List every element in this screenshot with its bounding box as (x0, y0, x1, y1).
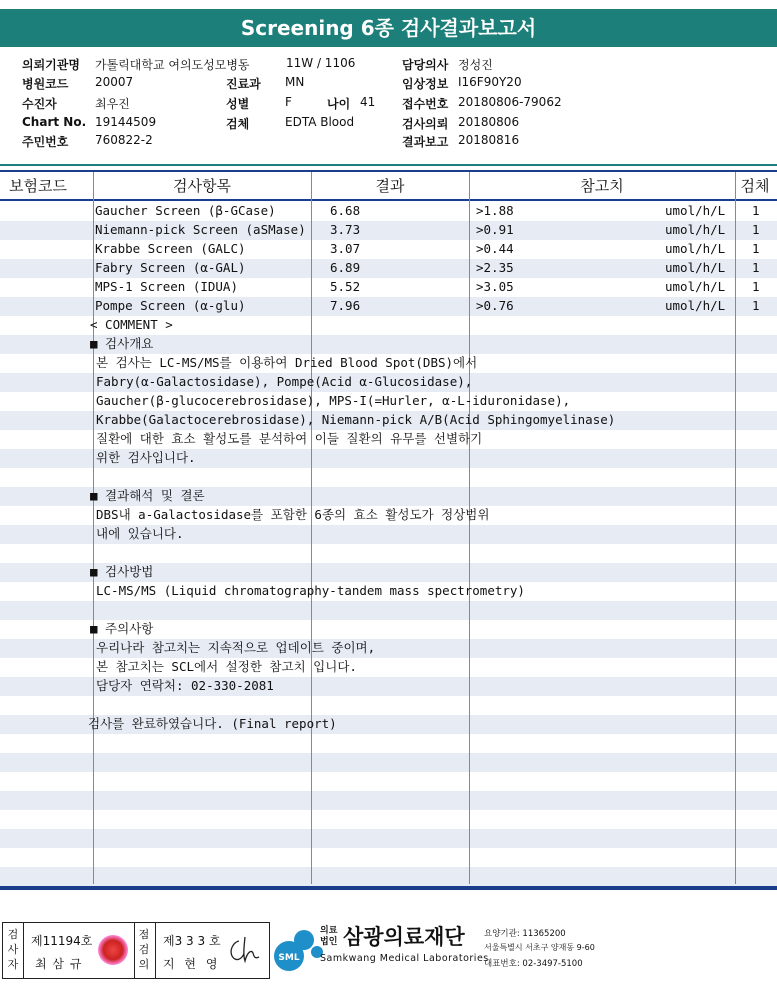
info-label: 진료과 (226, 77, 261, 91)
comment-line: 내에 있습니다. (96, 526, 184, 541)
info-value: 20180806 (458, 115, 520, 129)
comment-line: 위한 검사입니다. (96, 450, 196, 465)
signature-box (2, 922, 270, 979)
reference-value: >3.05 (476, 279, 514, 294)
specimen-count: 1 (752, 203, 760, 218)
comment-line: Gaucher(β-glucocerebrosidase), MPS-I(=Hurler, α-L-iduronidase), (96, 393, 571, 408)
reference-unit: umol/h/L (665, 222, 726, 237)
info-value: 20180806-79062 (458, 95, 562, 109)
info-label: 의뢰기관명 (22, 58, 80, 72)
specimen-count: 1 (752, 298, 760, 313)
info-label: 담당의사 (402, 58, 449, 72)
comment-line: 우리나라 참고치는 지속적으로 업데이트 중이며, (96, 640, 376, 655)
specimen-count: 1 (752, 260, 760, 275)
table-stripe (0, 810, 777, 829)
reference-value: >0.91 (476, 222, 514, 237)
info-value: EDTA Blood (285, 115, 355, 129)
table-stripe (0, 829, 777, 848)
table-header (0, 172, 777, 200)
header-reference: 참고치 (580, 177, 624, 195)
tester-seal-icon (98, 935, 128, 965)
result-value: 6.68 (330, 203, 361, 218)
comment-line: LC-MS/MS (Liquid chromatography-tandem mass spectrometry) (96, 583, 525, 598)
info-label: Chart No. (22, 115, 87, 129)
test-item: Gaucher Screen (β-GCase) (95, 203, 276, 218)
reference-value: >1.88 (476, 203, 514, 218)
info-value: 20007 (95, 75, 134, 89)
table-row (0, 296, 777, 315)
comment-line: 본 참고치는 SCL에서 설정한 참고치 입니다. (96, 659, 357, 674)
report-title: Screening 6종 검사결과보고서 (240, 16, 537, 40)
divider (0, 164, 777, 166)
info-value: 760822-2 (95, 133, 153, 147)
age-value: 41 (360, 95, 376, 109)
org-address: 서울특별시 서초구 양재동 9-60 (484, 943, 595, 952)
header-insurance-code: 보험코드 (9, 177, 67, 195)
reference-unit: umol/h/L (665, 279, 726, 294)
comment-line: 담당자 연락처: 02-330-2081 (96, 678, 274, 693)
info-label: 주민번호 (22, 135, 69, 149)
tester-name: 최 삼 규 (35, 957, 83, 971)
final-report-note: 검사를 완료하였습니다. (Final report) (88, 716, 337, 731)
info-value: F (285, 95, 292, 109)
test-item: Niemann-pick Screen (aSMase) (95, 222, 306, 237)
test-item: Pompe Screen (α-glu) (95, 298, 246, 313)
info-value: I16F90Y20 (458, 75, 522, 89)
reviewer-name: 지 현 영 (163, 957, 221, 971)
comment-line: 본 검사는 LC-MS/MS를 이용하여 Dried Blood Spot(DBS)에서 (96, 355, 478, 370)
table-row (0, 277, 777, 296)
info-label: 성별 (226, 97, 250, 111)
specimen-count: 1 (752, 279, 760, 294)
info-label: 수진자 (22, 97, 57, 111)
test-item: MPS-1 Screen (IDUA) (95, 279, 238, 294)
reference-value: >0.44 (476, 241, 514, 256)
result-value: 7.96 (330, 298, 361, 313)
test-item: Fabry Screen (α-GAL) (95, 260, 246, 275)
info-value: 최우진 (95, 97, 130, 111)
header-result: 결과 (375, 177, 405, 195)
comment-marker: < COMMENT > (90, 317, 173, 332)
reference-unit: umol/h/L (665, 203, 726, 218)
org-english-name: Samkwang Medical Laboratories (320, 953, 489, 964)
info-value: 20180816 (458, 133, 520, 147)
table-stripe (0, 734, 777, 753)
header-test-item: 검사항목 (173, 177, 231, 195)
reviewer-license: 제3 3 3 호 (163, 934, 221, 948)
result-value: 6.89 (330, 260, 361, 275)
info-value: 정성진 (458, 58, 493, 72)
reference-unit: umol/h/L (665, 260, 726, 275)
section-title: ■ 주의사항 (90, 621, 154, 636)
comment-line: Fabry(α-Galactosidase), Pompe(Acid α-Glucosidase), (96, 374, 473, 389)
report-header-bar (0, 9, 777, 47)
table-stripe (0, 753, 777, 772)
table-row (0, 239, 777, 258)
org-prefix-2: 법인 (320, 937, 338, 947)
org-prefix-1: 의료 (320, 926, 338, 936)
reviewer-label: 점검의 (138, 928, 150, 971)
info-label: 임상정보 (402, 77, 449, 91)
comment-line: 질환에 대한 효소 활성도를 분석하여 이들 질환의 유무를 선별하기 (96, 431, 483, 446)
org-name: 삼광의료재단 (343, 925, 465, 949)
result-value: 3.73 (330, 222, 361, 237)
table-stripe (0, 468, 777, 487)
org-code: 요양기관: 11365200 (484, 929, 566, 939)
table-row (0, 258, 777, 277)
result-value: 5.52 (330, 279, 361, 294)
table-stripe (0, 772, 777, 791)
logo-text: SML (278, 953, 300, 963)
specimen-count: 1 (752, 222, 760, 237)
tester-license: 제11194호 (31, 934, 93, 948)
section-title: ■ 검사방법 (90, 564, 154, 579)
reference-unit: umol/h/L (665, 298, 726, 313)
info-value: 19144509 (95, 115, 157, 129)
comment-line: Krabbe(Galactocerebrosidase), Niemann-pick A/B(Acid Sphingomyelinase) (96, 412, 616, 427)
reference-unit: umol/h/L (665, 241, 726, 256)
signature-icon (225, 933, 261, 967)
specimen-count: 1 (752, 241, 760, 256)
table-stripe (0, 867, 777, 886)
table-stripe (0, 848, 777, 867)
info-value: 가톨릭대학교 여의도성모병동 (95, 58, 250, 72)
ward-room: 11W / 1106 (286, 56, 356, 70)
info-label: 검체 (226, 117, 250, 131)
age-label: 나이 (327, 97, 351, 111)
result-value: 3.07 (330, 241, 361, 256)
comment-line: DBS내 a-Galactosidase를 포함한 6종의 효소 활성도가 정상범위 (96, 507, 490, 522)
table-stripe (0, 791, 777, 810)
reference-value: >2.35 (476, 260, 514, 275)
org-phone: 대표번호: 02-3497-5100 (484, 959, 583, 969)
table-stripe (0, 544, 777, 563)
info-label: 검사의뢰 (402, 117, 449, 131)
table-stripe (0, 696, 777, 715)
table-bottom-line (0, 886, 777, 890)
tester-label: 검사자 (7, 928, 19, 971)
table-row (0, 201, 777, 220)
reference-value: >0.76 (476, 298, 514, 313)
section-title: ■ 검사개요 (90, 336, 154, 351)
info-label: 결과보고 (402, 135, 449, 149)
section-title: ■ 결과해석 및 결론 (90, 488, 205, 503)
test-item: Krabbe Screen (GALC) (95, 241, 246, 256)
info-value: MN (285, 75, 305, 89)
info-label: 접수번호 (402, 97, 449, 111)
info-label: 병원코드 (22, 77, 69, 91)
table-stripe (0, 601, 777, 620)
table-row (0, 220, 777, 239)
header-specimen: 검체 (740, 177, 770, 195)
